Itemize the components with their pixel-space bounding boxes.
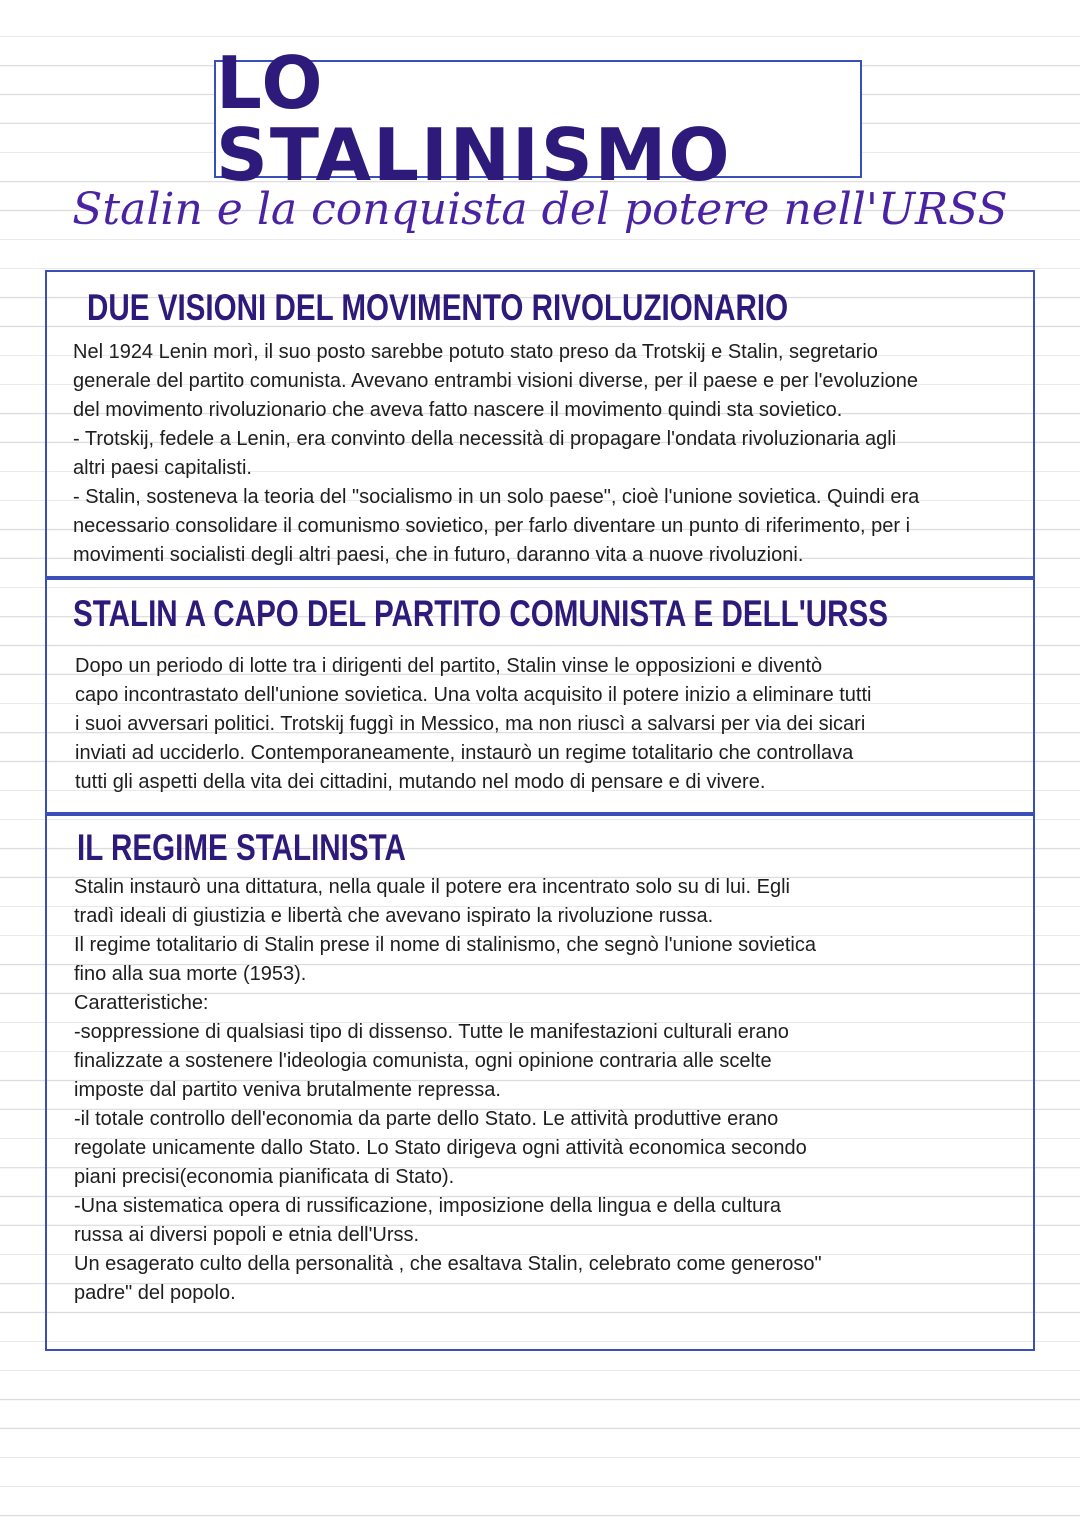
section-due-visioni (45, 270, 1035, 578)
section-body: Stalin instaurò una dittatura, nella quale il potere era incentrato solo su di lui. Egli tradì ideali di giustizia e libertà che avevano ispirato la rivoluzione russa. Il regime totalitario di Stalin prese il nome di stalinismo, che segnò l'unione sovietica fino alla sua morte (1953). Caratteristiche: -soppressione di qualsiasi tipo di dissenso. Tutte le manifestazioni culturali erano finalizzate a sostenere l'ideologia comunista, ogni opinione contraria alle scelte imposte dal partito veniva brutalmente repressa. -il totale controllo dell'economia da parte dello Stato. Le attività produttive erano regolate unicamente dallo Stato. Lo Stato dirigeva ogni attività economica secondo piani precisi(economia pianificata di Stato). -Una sistematica opera di russificazione, imposizione della lingua e della cultura russa ai diversi popoli e etnia dell'Urss. Un esagerato culto della personalità , che esaltava Stalin, celebrato come generoso" padre" del popolo. (74, 876, 822, 1304)
section-regime-stalinista (45, 814, 1035, 1351)
title-box (214, 41, 862, 197)
page-subtitle: Stalin e la conquista del potere nell'URSS (72, 184, 1008, 235)
section-heading: IL REGIME STALINISTA (77, 827, 406, 868)
page-title: LO STALINISMO (216, 41, 732, 197)
section-body: Dopo un periodo di lotte tra i dirigenti del partito, Stalin vinse le opposizioni e diventò capo incontrastato dell'unione sovietica. Una volta acquisito il potere inizio a eliminare tutti i suoi avversari politici. Trotskij fuggì in Messico, ma non riuscì a salvarsi per via dei sicari inviati ad ucciderlo. Contemporaneamente, instaurò un regime totalitario che controllava tutti gli aspetti della vita dei cittadini, mutando nel modo di pensare e di vivere. (75, 655, 872, 793)
section-body: Nel 1924 Lenin morì, il suo posto sarebbe potuto stato preso da Trotskij e Stalin, segretario generale del partito comunista. Avevano entrambi visioni diverse, per il paese e per l'evoluzione del movimento rivoluzionario che aveva fatto nascere il movimento quindi sta sovietico. - Trotskij, fedele a Lenin, era convinto della necessità di propagare l'ondata rivoluzionaria agli altri paesi capitalisti. - Stalin, sosteneva la teoria del "socialismo in un solo paese", cioè l'unione sovietica. Quindi era necessario consolidare il comunismo sovietico, per farlo diventare un punto di riferimento, per i movimenti socialisti degli altri paesi, che in futuro, daranno vita a nuove rivoluzioni. (73, 341, 920, 566)
section-stalin-a-capo (45, 578, 1035, 814)
section-heading: STALIN A CAPO DEL PARTITO COMUNISTA E DELL'URSS (73, 593, 889, 634)
section-heading: DUE VISIONI DEL MOVIMENTO RIVOLUZIONARIO (87, 287, 789, 328)
